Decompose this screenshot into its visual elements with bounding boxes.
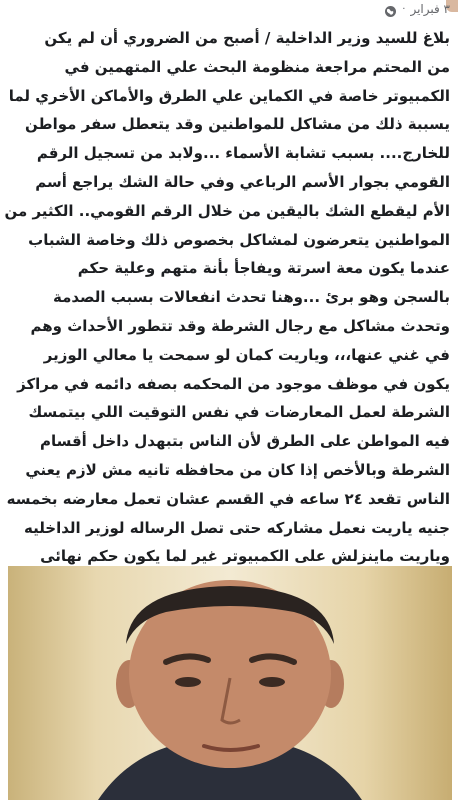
post-date[interactable]: ٣ فبراير <box>410 2 450 16</box>
post-meta <box>384 2 450 16</box>
post-photo[interactable] <box>8 566 452 800</box>
post-text-line: بلاغ للسيد وزير الداخلية / أصبح من الضروري أن لم يكن <box>44 29 450 47</box>
post-text-line: الشرطة وبالأخص إذا كان من محافظه تانيه مش لازم يعني <box>25 460 450 479</box>
globe-icon <box>384 3 397 16</box>
post-text-line: القومي بجوار الأسم الرباعي وفي حالة الشك يراجع أسم <box>35 172 450 191</box>
post-text-line: وتحدث مشاكل مع رجال الشرطة وقد تتطور الأحداث وهم <box>30 316 450 335</box>
post-text-line: وياريت ماينزلش على الكمبيوتر غير لما يكون حكم نهائى <box>40 547 450 566</box>
post-text-line: الأم ليقطع الشك باليقين من خلال الرقم القومي.. الكثير من <box>4 201 450 220</box>
post-text-line: يكون في موظف موجود من المحكمه بصفه دائمه في مراكز <box>17 374 450 393</box>
post-text-line: عندما يكون معة اسرتة ويفاجأ بأنة متهم وعلية حكم <box>77 259 450 278</box>
post-header <box>0 0 458 22</box>
post-text-line: يسببة ذلك من مشاكل للمواطنين وقد يتعطل سفر مواطن <box>25 115 450 134</box>
post-text-line: بالسجن وهو برئ ...وهنا تحدث انفعالات بسبب الصدمة <box>52 288 450 307</box>
meta-separator: · <box>402 3 406 15</box>
post-text <box>4 24 450 571</box>
post-text-line: للخارج.... بسبب تشابة الأسماء ...ولابد من تسجيل الرقم <box>36 144 450 163</box>
post-text-line: المواطنين يتعرضون لمشاكل بخصوص ذلك وخاصة الشباب <box>28 230 450 249</box>
post-text-line: في غني عنها،،، وياريت كمان لو سمحت يا معالي الوزير <box>43 345 450 364</box>
post-text-line: فيه المواطن على الطرق لأن الناس بتبهدل داخل أقسام <box>39 432 450 451</box>
post-text-line: جنيه ياريت نعمل مشاركه حتى تصل الرساله لوزير الداخليه <box>23 518 450 537</box>
post-text-line: من المحتم مراجعة منظومة البحث علي المتهمين في <box>64 57 450 76</box>
post-text-line: الناس تقعد ٢٤ ساعه في القسم عشان تعمل معارضه بخمسه <box>6 489 450 508</box>
portrait-photo <box>8 566 452 800</box>
post-text-line: الكمبيوتر خاصة في الكماين علي الطرق والأماكن الأخري لما <box>8 86 450 105</box>
post-text-line: الشرطة لعمل المعارضات في نفس التوقيت اللي بيتمسك <box>28 403 450 422</box>
